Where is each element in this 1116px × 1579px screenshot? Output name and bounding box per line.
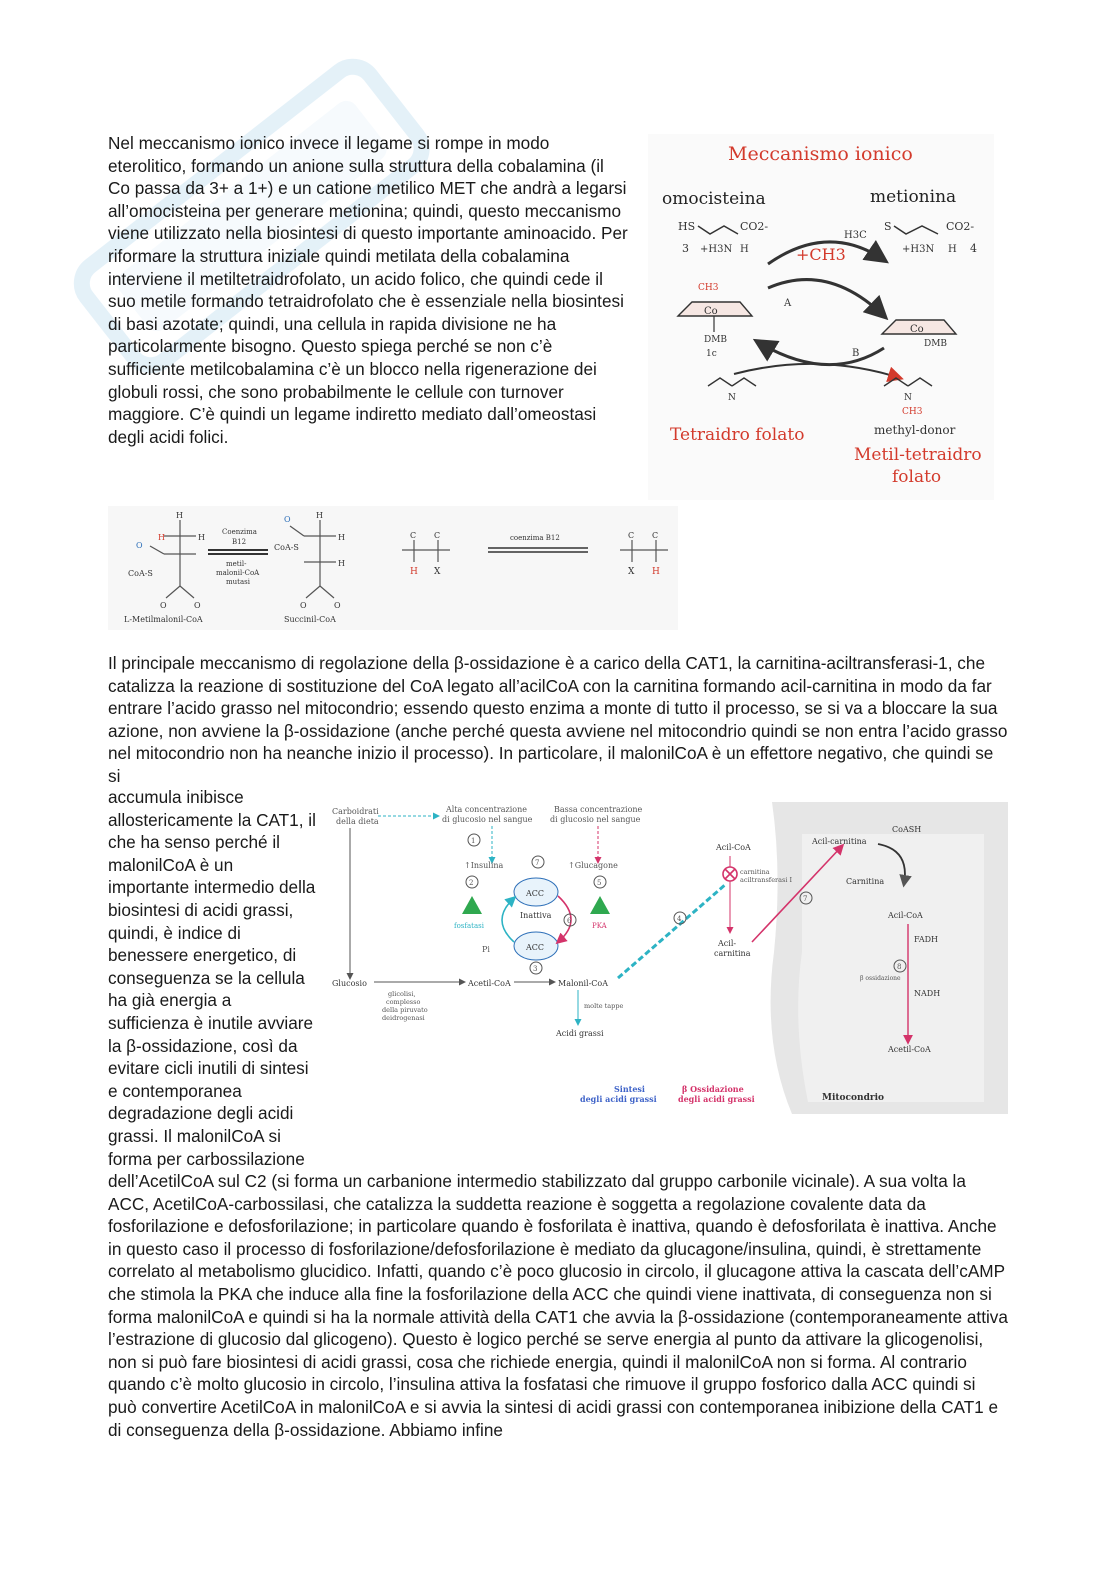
methylmalonyl-name: L-Metilmalonil-CoA <box>124 615 203 624</box>
beta-caption-1: β Ossidazione <box>682 1084 744 1094</box>
inactive-label: Inattiva <box>520 911 552 920</box>
acc-inactive: ACC <box>526 889 545 898</box>
hs-label: HS <box>678 220 696 233</box>
h3n-right: +H3N <box>902 244 935 255</box>
n-right: N <box>904 393 912 403</box>
gen-c-2: C <box>434 531 441 540</box>
gen-c-3: C <box>628 531 635 540</box>
synthesis-caption-2: degli acidi grassi <box>580 1094 657 1104</box>
sc-h-right-2: H <box>338 559 345 568</box>
step-1: 1 <box>471 837 476 845</box>
high-glucose-1: Alta concentrazione <box>446 805 527 814</box>
mutase-enzyme-2: B12 <box>232 538 247 546</box>
sc-h-right: H <box>338 533 345 542</box>
dietary-1: Carboidrati <box>332 807 379 816</box>
paragraph-cat1-regulation: Il principale meccanismo di regolazione della β-ossidazione è a carico della CAT1, la carnitina-aciltransferasi-1, che catalizza la reazione di sostituzione del CoA legato all’acilCoA con la carnitina formando acil-carnitina in modo da far entrare l’acido grasso nel mitocondrio; essendo questo enzima a monte di tutto il processo, se si va a bloccare la sua azione, non avviene la β-ossidazione (anche perché questa avviene nel mitocondrio quindi se non entra l’acido grasso nel mitocondrio non ha neanche inizio il processo). In particolare, il malonilCoA è un effettore negativo, che quindi se si <box>108 653 1008 786</box>
ch3-on-co: CH3 <box>698 283 719 293</box>
gen-h-left: H <box>410 567 418 577</box>
arrow-b-label: B <box>852 348 860 359</box>
gen-c-1: C <box>410 531 417 540</box>
num-4: 4 <box>970 242 977 255</box>
pi-label: Pi <box>482 945 490 954</box>
figure-methylmalonyl-mutase <box>108 506 678 630</box>
step-6: 6 <box>567 917 572 925</box>
s-label: S <box>884 220 892 233</box>
insulin-label: ↑Insulina <box>464 861 504 870</box>
h-left: H <box>740 244 749 255</box>
step-5: 5 <box>597 879 602 887</box>
glycolysis-1: glicolisi, <box>388 990 416 998</box>
acyl-carnitine-mito: Acil-carnitina <box>812 837 867 846</box>
synthesis-caption-1: Sintesi <box>614 1084 645 1094</box>
sc-coas: CoA-S <box>274 543 299 552</box>
methyl-cation: +CH3 <box>796 245 846 264</box>
mito-label: Mitocondrio <box>822 1093 885 1103</box>
many-steps-label: molte tappe <box>584 1002 624 1010</box>
h3c-label: H3C <box>844 230 867 241</box>
mm-h-top: H <box>176 511 183 520</box>
n-left: N <box>728 393 736 403</box>
sc-o-top: O <box>284 515 291 524</box>
mm-h-red: H <box>158 533 165 542</box>
step-2: 2 <box>469 879 474 887</box>
cat1-1: carnitina <box>740 868 770 876</box>
acetyl-coa-label: Acetil-CoA <box>468 979 511 988</box>
step-7a: 7 <box>535 859 540 867</box>
figure-acc-regulation <box>322 802 1008 1144</box>
methionine-label: metionina <box>870 187 957 207</box>
co2-left: CO2- <box>740 220 769 233</box>
beta-ox-step: β ossidazione <box>860 975 901 982</box>
co-right: Co <box>910 324 924 335</box>
homocysteine-label: omocisteina <box>662 189 766 209</box>
mutase-enzyme-3: metil- <box>226 560 247 568</box>
acyl-carnitine-2: carnitina <box>714 949 751 958</box>
nadh-label: NADH <box>914 989 941 998</box>
sc-o-bottom-2: O <box>334 601 341 610</box>
dietary-2: della dieta <box>336 817 379 826</box>
mutase-enzyme-1: Coenzima <box>222 528 257 536</box>
paragraph-malonyl-text: accumula inibisce allostericamente la CAT1, il che ha senso perché il malonilCoA è un importante intermedio della biosintesi di acidi grassi, quindi, è indice di benessere energetico, di conseguenza se la cellula ha già energia a sufficienza è inutile avviare la β-ossidazione, così da evitare cicli inutili di sintesi e contemporanea degradazione degli acidi grassi. Il malonilCoA si forma per carbossilazione dell’AcetilCoA sul C2 (si forma un carbanione intermedio stabilizzato dal gruppo carbonile vicinale). A sua volta la ACC, AcetilCoA-carbossilasi, che catalizza la suddetta reazione è soggetta a regolazione covalente data da fosforilazione e defosforilazione; in particolare quando è fosforilata è inattiva, quando è defosforilata è inattiva. Anche in questo caso il processo di fosforilazione/defosforilazione è mediato da glucagone/insulina, quindi, è strettamente correlato al metabolismo glucidico. Infatti, quando c’è poco glucosio in circolo, il glucagone attiva la cascata dell’cAMP che stimola la PKA che induce alla fine la fosforilazione della ACC che quindi viene inattivata, di conseguenza non si forma malonilCoA e quindi si ha la normale attività della CAT1 che avvia la β-ossidazione (contemporaneamente attiva l’estrazione di glucosio dal glicogeno). Questo è logico perché se serve energia al punto da attivare la glicogenolisi, non si può fare biosintesi di acidi grassi, cosa che richiede energia, quindi il malonilCoA non si forma. Al contrario quando c’è molto glucosio in circolo, l’insulina attiva la fosfatasi che rimuove il gruppo fosforico dalla ACC quindi si può convertire AcetilCoA in malonilCoA e si avvia la sintesi di acidi grassi con contemporanea inibizione della CAT1 e di conseguenza della β-ossidazione. Abbiamo infine <box>108 787 1008 1440</box>
step-8: 8 <box>897 963 902 971</box>
cat1-2: aciltransferasi I <box>740 876 793 884</box>
succinyl-name: Succinil-CoA <box>284 615 336 624</box>
low-glucose-2: di glucosio nel sangue <box>550 815 641 824</box>
num-3: 3 <box>682 242 689 255</box>
carnitine-label: Carnitina <box>846 877 885 886</box>
glycolysis-3: della piruvato <box>382 1006 428 1014</box>
mm-o-bottom-1: O <box>160 601 167 610</box>
malonyl-coa-label: Malonil-CoA <box>558 979 609 988</box>
glucose-label: Glucosio <box>332 979 367 988</box>
sc-o-bottom-1: O <box>300 601 307 610</box>
acc-active: ACC <box>526 943 545 952</box>
arrow-a-label: A <box>784 298 792 309</box>
sc-h-top: H <box>316 511 323 520</box>
figure-ionic-mechanism <box>648 134 994 500</box>
glucagon-label: ↑Glucagone <box>568 861 618 870</box>
fadh-label: FADH <box>914 935 939 944</box>
acetyl-coa-mito: Acetil-CoA <box>888 1045 931 1054</box>
high-glucose-2: di glucosio nel sangue <box>442 815 533 824</box>
h3n-left: +H3N <box>700 244 733 255</box>
generic-enzyme: coenzima B12 <box>510 534 560 542</box>
gen-c-4: C <box>652 531 659 540</box>
tetrahydrofolate-label: Tetraidro folato <box>670 425 805 445</box>
dmb-right: DMB <box>924 339 948 349</box>
fatty-acids-label: Acidi grassi <box>556 1029 604 1038</box>
mm-coas-left: CoA-S <box>128 569 153 578</box>
co2-right: CO2- <box>946 220 975 233</box>
acyl-coa-mito: Acil-CoA <box>888 911 923 920</box>
paragraph-malonyl-wrap <box>108 786 1008 1441</box>
paragraph-cobalamin-ionic: Nel meccanismo ionico invece il legame si rompe in modo eterolitico, formando un anione sulla struttura della cobalamina (il Co passa da 3+ a 1+) e un catione metilico MET che andrà a legarsi all’omocisteina per generare metionina; quindi, questo meccanismo viene utilizzato nella biosintesi di questo importante aminoacido. Per riformare la struttura iniziale quindi metilata della cobalamina interviene il metiltetraidrofolato, un acido folico, che quindi cede il suo metile formando tetraidrofolato che è essenziale nella biosintesi di basi azotate; quindi, una cellula in rapida divisione ne ha particolarmente bisogno. Questo spiega perché se non c’è sufficiente metilcobalamina c’è un blocco nella rigenerazione dei globuli rossi, che sono probabilmente le cellule con turnover maggiore. C’è quindi un legame indiretto mediato dall’omeostasi degli acidi folici. <box>108 133 628 447</box>
co-left: Co <box>704 306 718 317</box>
acyl-coa-cyto: Acil-CoA <box>716 843 751 852</box>
mm-h-right: H <box>198 533 205 542</box>
coash-label: CoASH <box>892 825 922 834</box>
gen-x-left: X <box>434 567 441 577</box>
pka-label: PKA <box>592 922 607 930</box>
dmb-left: DMB <box>704 335 728 345</box>
step-3: 3 <box>533 965 538 973</box>
step-7: 7 <box>803 895 808 903</box>
ch3-donor: CH3 <box>902 407 923 417</box>
glycolysis-4: deidrogenasi <box>382 1014 425 1022</box>
label-1c: 1c <box>706 349 717 359</box>
methyl-thf-label-1: Metil-tetraidro <box>854 445 982 465</box>
mm-o-bottom-2: O <box>194 601 201 610</box>
methyl-thf-label-2: folato <box>892 467 942 487</box>
h-right: H <box>948 244 957 255</box>
acyl-carnitine-1: Acil- <box>718 939 737 948</box>
mutase-enzyme-5: mutasi <box>226 578 250 586</box>
methyl-donor-label: methyl-donor <box>874 423 956 437</box>
gen-x-right: X <box>628 567 635 577</box>
phosphatase-label: fosfatasi <box>454 922 484 930</box>
ionic-title: Meccanismo ionico <box>728 143 913 165</box>
glycolysis-2: complesso <box>386 998 421 1006</box>
beta-caption-2: degli acidi grassi <box>678 1094 755 1104</box>
low-glucose-1: Bassa concentrazione <box>554 805 643 814</box>
mutase-enzyme-4: malonil-CoA <box>216 569 260 577</box>
gen-h-right: H <box>652 567 660 577</box>
mm-o-left: O <box>136 541 143 550</box>
step-4: 4 <box>677 915 682 923</box>
